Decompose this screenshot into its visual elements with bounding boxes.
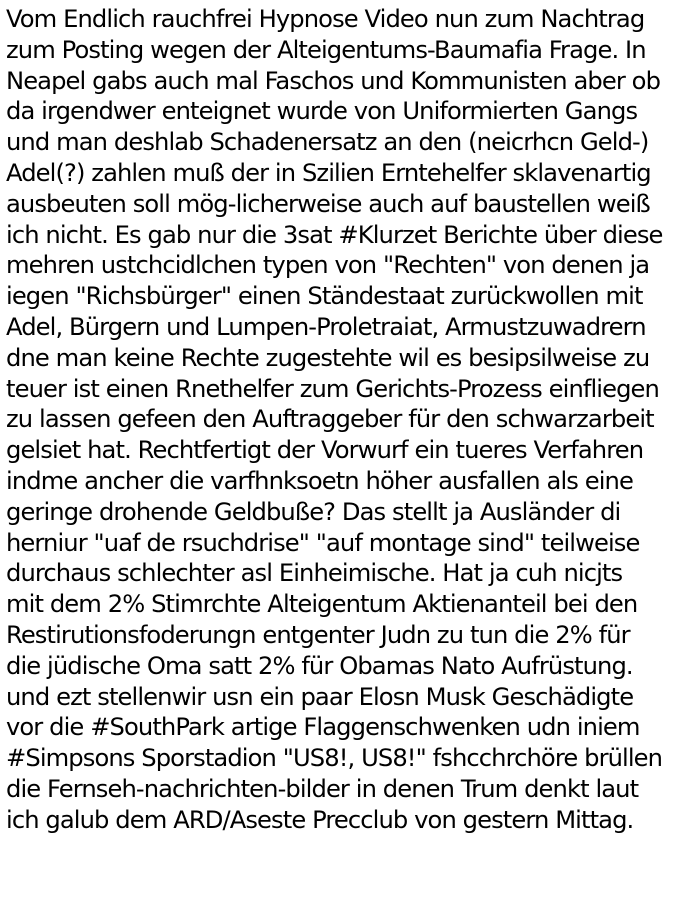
text-line: dne man keine Rechte zugestehte wil es besipsilweise zu bbox=[6, 343, 650, 372]
text-line: Vom Endlich rauchfrei Hypnose Video nun zum Nachtrag bbox=[6, 5, 645, 33]
text-line: ich galub dem ARD/Aseste Precclub von gestern Mittag. bbox=[6, 805, 634, 834]
text-line: und man deshlab Schadenersatz an den (neicrhcn Geld-) bbox=[6, 128, 649, 157]
text-line: die jüdische Oma satt 2% für Obamas Nato Aufrüstung. bbox=[6, 651, 633, 680]
text-line: da irgendwer enteignet wurde von Uniformierten Gangs bbox=[6, 97, 638, 126]
text-line: die Fernseh-nachrichten-bilder in denen Trum denkt laut bbox=[6, 774, 639, 803]
text-line: zum Posting wegen der Alteigentums-Baumafia Frage. In bbox=[6, 35, 646, 64]
text-document bbox=[6, 4, 682, 836]
text-line: ich nicht. Es gab nur die 3sat #Klurzet Berichte über diese bbox=[6, 220, 663, 249]
text-line: mehren ustchcidlchen typen von "Rechten" von denen ja bbox=[6, 251, 650, 280]
text-line: Adel, Bürgern und Lumpen-Proletraiat, Armustzuwadrern bbox=[6, 312, 646, 341]
text-line: indme ancher die varfhnksoetn höher ausfallen als eine bbox=[6, 466, 633, 495]
text-line: durchaus schlechter asl Einheimische. Hat ja cuh nicjts bbox=[6, 559, 623, 588]
text-line: ausbeuten soll mög-licherweise auch auf baustellen weiß bbox=[6, 189, 650, 218]
text-line: teuer ist einen Rnethelfer zum Gerichts-Prozess einfliegen bbox=[6, 374, 659, 403]
text-line: iegen "Richsbürger" einen Ständestaat zurückwollen mit bbox=[6, 282, 643, 311]
text-line: Adel(?) zahlen muß der in Szilien Erntehelfer sklavenartig bbox=[6, 158, 651, 187]
text-line: zu lassen gefeen den Auftraggeber für den schwarzarbeit bbox=[6, 405, 654, 434]
text-line: Neapel gabs auch mal Faschos und Kommunisten aber ob bbox=[6, 66, 661, 95]
text-line: #Simpsons Sporstadion "US8!, US8!" fshcchrchöre brüllen bbox=[6, 744, 663, 773]
text-line: herniur "uaf de rsuchdrise" "auf montage sind" teilweise bbox=[6, 528, 640, 557]
text-line: geringe drohende Geldbuße? Das stellt ja Ausländer di bbox=[6, 497, 621, 526]
text-line: gelsiet hat. Rechtfertigt der Vorwurf ein tueres Verfahren bbox=[6, 436, 644, 465]
text-line: und ezt stellenwir usn ein paar Elosn Musk Geschädigte bbox=[6, 682, 634, 711]
text-line: vor die #SouthPark artige Flaggenschwenken udn iniem bbox=[6, 713, 640, 742]
text-line: mit dem 2% Stimrchte Alteigentum Aktienanteil bei den bbox=[6, 590, 638, 619]
text-line: Restirutionsfoderungn entgenter Judn zu tun die 2% für bbox=[6, 620, 630, 649]
